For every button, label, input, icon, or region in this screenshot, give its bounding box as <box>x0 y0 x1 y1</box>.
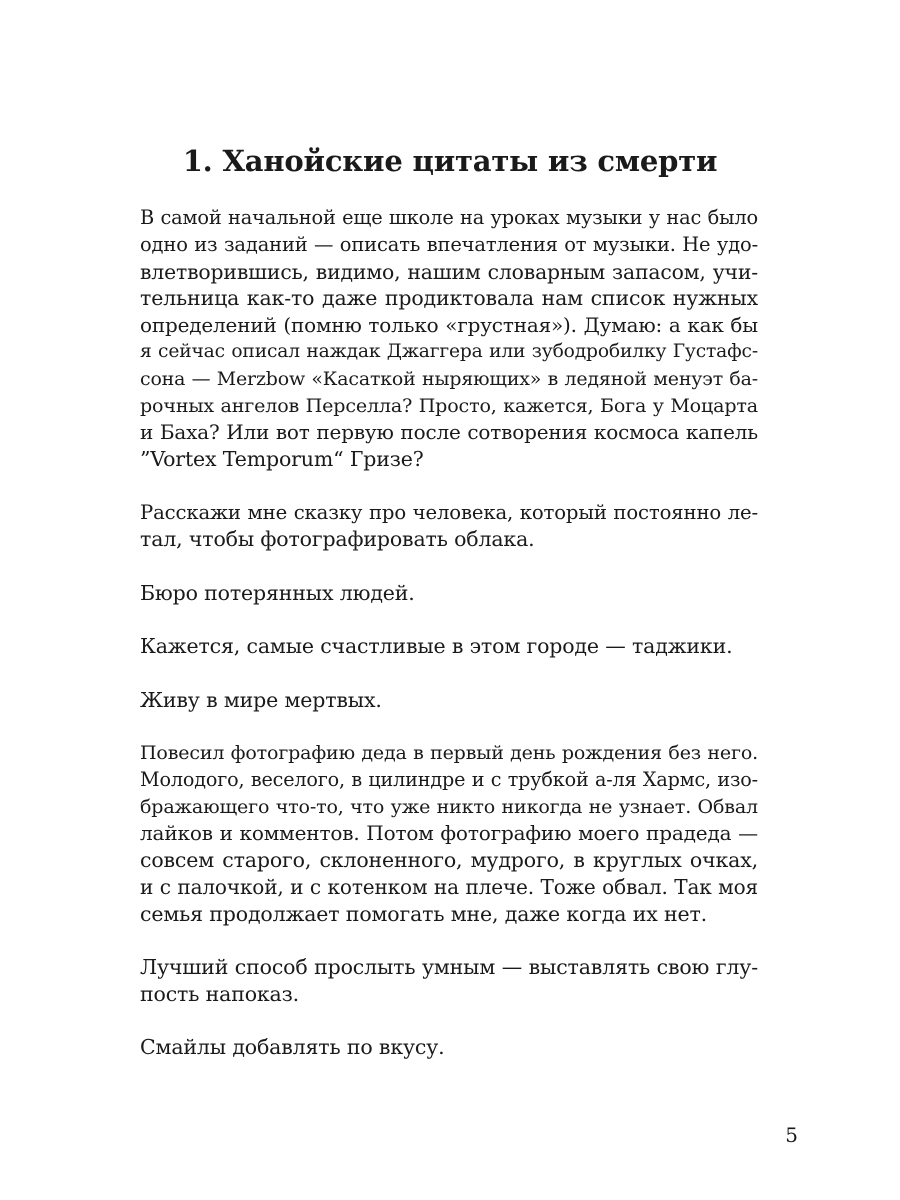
text-line: сона — Merzbow «Касаткой ныряющих» в ледяной менуэт ба- <box>140 367 758 390</box>
text-line: одно из заданий — описать впечатления от музыки. Не удо- <box>140 232 758 256</box>
text-line: Молодого, веселого, в цилиндре и с трубкой а-ля Хармс, изо- <box>140 767 758 791</box>
text-line: Бюро потерянных людей. <box>140 580 415 605</box>
text-line: бражающего что-то, что уже никто никогда не узнает. Обвал <box>140 795 758 818</box>
text-line: совсем старого, склоненного, мудрого, в круглых очках, <box>140 848 758 873</box>
text-line: лайков и комментов. Потом фотографию моего прадеда — <box>140 821 758 846</box>
text-line: влетворившись, видимо, нашим словарным запасом, учи- <box>140 259 758 284</box>
chapter-body <box>140 205 758 1061</box>
text-line: Лучший способ прослыть умным — выставлять свою глу- <box>140 955 758 980</box>
paragraph-gap <box>140 473 758 500</box>
text-line: рочных ангелов Перселла? Просто, кажется, Бога у Моцарта <box>140 394 758 417</box>
paragraph-gap <box>140 660 758 687</box>
paragraph <box>140 954 758 1008</box>
text-line: Живу в мире мертвых. <box>140 687 382 712</box>
paragraph <box>140 580 758 607</box>
paragraph <box>140 205 758 473</box>
paragraph <box>140 687 758 714</box>
paragraph <box>140 633 758 660</box>
text-line: Повесил фотографию деда в первый день рождения без него. <box>140 741 758 764</box>
paragraph <box>140 740 758 928</box>
paragraph-gap <box>140 607 758 634</box>
text-line: Расскажи мне сказку про человека, который постоянно ле- <box>140 500 758 524</box>
text-line: Смайлы добавлять по вкусу. <box>140 1035 445 1060</box>
text-line: В самой начальной еще школе на уроках музыки у нас было <box>140 206 758 229</box>
text-line: семья продолжает помогать мне, даже когда их нет. <box>140 901 708 926</box>
paragraph-gap <box>140 1008 758 1035</box>
paragraph-gap <box>140 553 758 580</box>
page-number: 5 <box>785 1123 798 1147</box>
paragraph-gap <box>140 928 758 955</box>
text-line: Кажется, самые счастливые в этом городе — таджики. <box>140 634 733 659</box>
text-line: тельница как-то даже продиктовала нам список нужных <box>140 286 758 311</box>
text-line: я сейчас описал наждак Джаггера или зубодробилку Густафс- <box>140 340 758 362</box>
text-line: и Баха? Или вот первую после сотворения космоса капель <box>140 420 758 445</box>
paragraph-gap <box>140 713 758 740</box>
text-line: пость напоказ. <box>140 981 300 1006</box>
text-line: ”Vortex Temporum“ Гризе? <box>140 447 424 472</box>
text-line: тал, чтобы фотографировать облака. <box>140 527 535 552</box>
paragraph <box>140 500 758 554</box>
chapter-title: 1. Ханойские цитаты из смерти <box>182 144 718 178</box>
text-line: определений (помню только «грустная»). Думаю: а как бы <box>140 313 758 338</box>
paragraph <box>140 1034 758 1061</box>
text-line: и с палочкой, и с котенком на плече. Тоже обвал. Так моя <box>140 874 758 899</box>
